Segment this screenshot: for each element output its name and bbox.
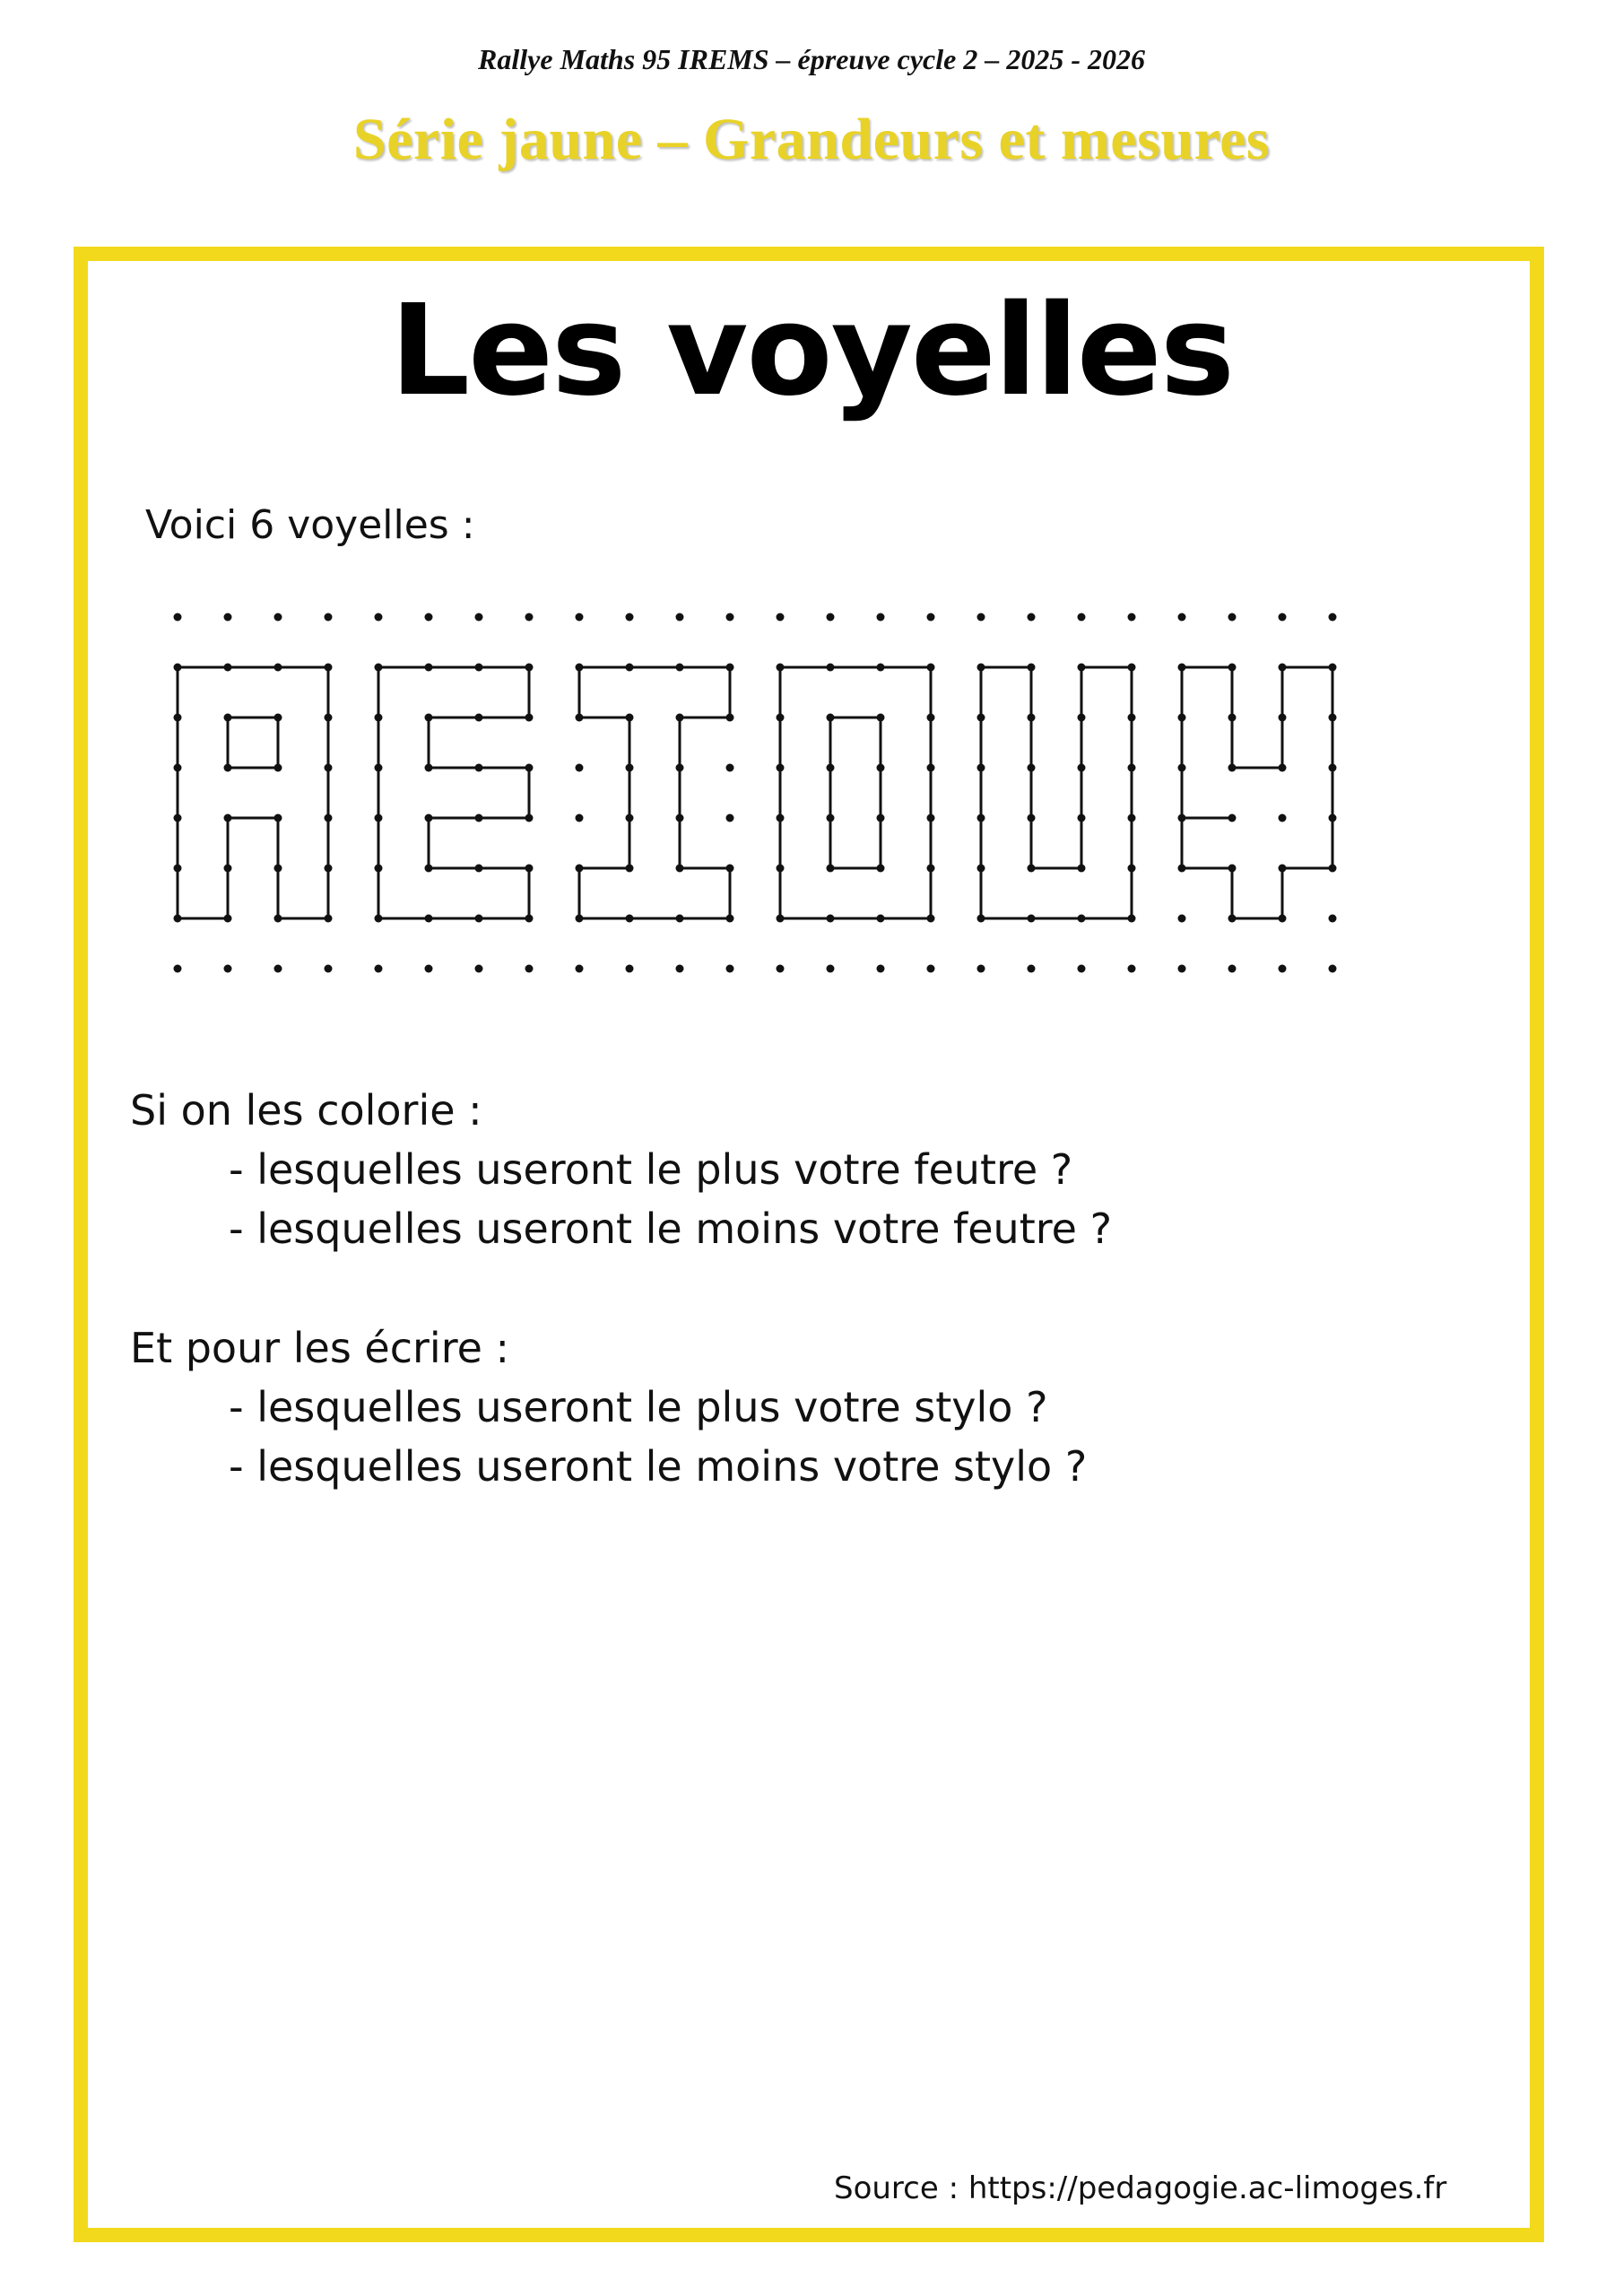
page-title: Les voyelles — [389, 278, 1234, 424]
question-line: - lesquelles useront le moins votre stylo ? — [229, 1442, 1088, 1491]
header-line: Rallye Maths 95 IREMS – épreuve cycle 2 – 2025 - 2026 — [478, 43, 1145, 75]
letter-u-outline — [981, 667, 1132, 918]
letter-a-outline — [178, 667, 328, 918]
intro-text: Voici 6 voyelles : — [145, 502, 475, 548]
dot-grid-vowels-icon — [152, 592, 1372, 1013]
letter-i-outline — [579, 667, 730, 918]
series-title: Série jaune – Grandeurs et mesures — [352, 107, 1271, 172]
letter-o-hole — [830, 718, 881, 868]
question-colorier — [130, 1081, 1112, 1258]
letter-y-outline — [1182, 667, 1332, 918]
question-line: - lesquelles useront le moins votre feutre ? — [229, 1205, 1112, 1253]
question-ecrire — [130, 1318, 1087, 1496]
letter-o-outline — [780, 667, 931, 918]
source-credit: Source : https://pedagogie.ac-limoges.fr — [834, 2170, 1447, 2206]
letter-a-hole — [228, 718, 278, 768]
question-lead: Si on les colorie : — [130, 1086, 482, 1135]
letter-e-outline — [378, 667, 529, 918]
question-line: - lesquelles useront le plus votre feutre ? — [229, 1145, 1073, 1194]
question-line: - lesquelles useront le plus votre stylo ? — [229, 1383, 1048, 1431]
question-lead: Et pour les écrire : — [130, 1324, 510, 1372]
